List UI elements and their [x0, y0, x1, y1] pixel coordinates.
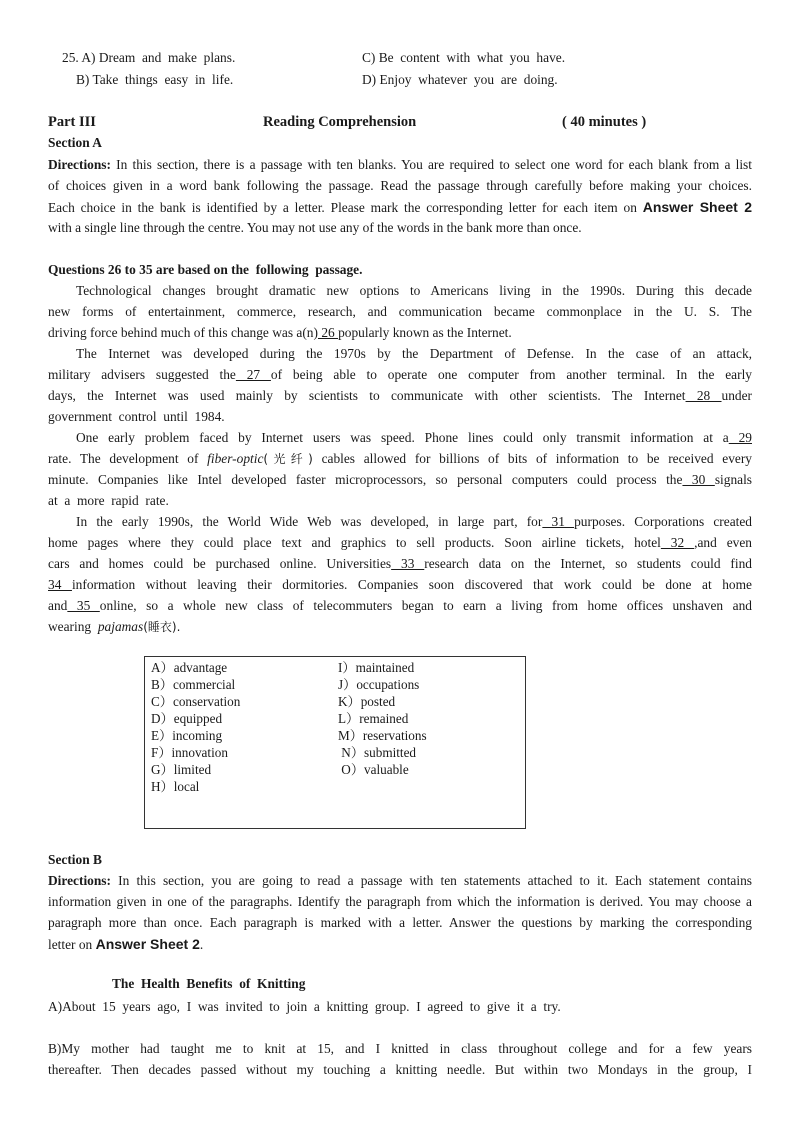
- word-bank-option: J）occupations: [338, 677, 420, 692]
- section-b-directions-2: information given in one of the paragraphs. Identify the paragraph from which the information is derived. You may choose a: [48, 894, 752, 909]
- answer-sheet-label: Answer Sheet 2: [642, 199, 752, 215]
- passage-line: days, the Internet was used mainly by scientists to communicate with other scientists. The Internet 28 under: [48, 388, 753, 403]
- section-a-heading: Section A: [48, 135, 102, 150]
- passage-line: The Internet was developed during the 1970s by the Department of Defense. In the case of an attack,: [76, 346, 752, 361]
- blank-34: 34: [48, 577, 72, 592]
- word-bank-option: E）incoming: [151, 728, 223, 743]
- article-paragraph-a: A)About 15 years ago, I was invited to join a knitting group. I agreed to give it a try.: [48, 999, 561, 1014]
- passage-line: Technological changes brought dramatic new options to Americans living in the 1990s. During this decade: [76, 283, 752, 298]
- blank-33: 33: [391, 556, 425, 571]
- q25-option-c: C) Be content with what you have.: [362, 50, 566, 65]
- passage-line: at a more rapid rate.: [48, 493, 169, 508]
- directions-label: Directions:: [48, 873, 111, 888]
- blank-31: 31: [542, 514, 575, 529]
- directions-text: In this section, there is a passage with ten blanks. You are required to select one word for each blank from a list: [110, 157, 752, 172]
- word-bank-option: A）advantage: [151, 660, 228, 675]
- section-b-directions-4: letter on Answer Sheet 2.: [48, 936, 204, 952]
- part-label: Part III: [48, 114, 96, 130]
- word-bank-option: M）reservations: [338, 728, 427, 743]
- word-bank-option: K）posted: [338, 694, 396, 709]
- passage-line: One early problem faced by Internet users was speed. Phone lines could only transmit information at a 29: [76, 430, 752, 445]
- word-bank-option: G）limited: [151, 762, 212, 777]
- word-bank-option: B）commercial: [151, 677, 236, 692]
- part-title: Reading Comprehension: [263, 114, 417, 130]
- q25-option-d: D) Enjoy whatever you are doing.: [362, 72, 558, 87]
- passage-line: In the early 1990s, the World Wide Web was developed, in large part, for 31 purposes. Corporations created: [76, 514, 752, 529]
- blank-30: 30: [682, 472, 715, 487]
- blank-35: 35: [67, 598, 100, 613]
- passage-line: cars and homes could be purchased online. Universities 33 research data on the Internet, so students could find: [48, 556, 752, 571]
- directions-text: In this section, you are going to read a passage with ten statements attached to it. Each statement contains: [110, 873, 752, 888]
- word-bank-option: F）innovation: [151, 745, 228, 760]
- section-a-directions-1: [48, 155, 752, 175]
- article-paragraph-b-line: B)My mother had taught me to knit at 15, and I knitted in class throughout college and for a few years: [48, 1041, 752, 1056]
- passage-line: driving force behind much of this change was a(n) 26 popularly known as the Internet.: [48, 325, 512, 340]
- word-bank-option: N）submitted: [338, 745, 417, 760]
- article-title: The Health Benefits of Knitting: [112, 976, 306, 991]
- passage-line: minute. Companies like Intel developed faster microprocessors, so personal computers could process the 30 signals: [48, 472, 753, 487]
- q25-option-a: 25. A) Dream and make plans.: [62, 50, 236, 65]
- part-time: ( 40 minutes ): [562, 114, 647, 130]
- section-a-directions-2: of choices given in a word bank following the passage. Read the passage through carefully before making your choices.: [48, 178, 752, 193]
- passage-line: rate. The development of fiber-optic(光纤) cables allowed for billions of bits of information to be received every: [48, 451, 752, 466]
- word-bank-option: C）conservation: [151, 694, 241, 709]
- article-paragraph-b-line: thereafter. Then decades passed without my touching a knitting needle. But within two Mondays in the group, I: [48, 1062, 752, 1077]
- blank-27: 27: [235, 367, 271, 382]
- passage-line: and 35 online, so a whole new class of telecommuters began to earn a living from home offices unshaven and: [48, 598, 752, 613]
- passage-line: wearing pajamas(睡衣).: [48, 619, 181, 634]
- word-bank-option: H）local: [151, 779, 200, 794]
- q25-option-b: B) Take things easy in life.: [76, 72, 234, 87]
- blank-26: 26: [317, 325, 339, 340]
- section-a-directions-4: with a single line through the centre. You may not use any of the words in the bank more than once.: [48, 220, 582, 235]
- section-b-directions-1: [48, 871, 752, 891]
- section-b-heading: Section B: [48, 852, 102, 867]
- word-bank: [144, 656, 526, 829]
- blank-29: 29: [728, 430, 752, 445]
- word-bank-option: L）remained: [338, 711, 409, 726]
- questions-heading: Questions 26 to 35 are based on the following passage.: [48, 262, 363, 277]
- directions-label: Directions:: [48, 157, 111, 172]
- blank-28: 28: [685, 388, 722, 403]
- word-bank-option: D）equipped: [151, 711, 223, 726]
- directions-text: Each choice in the bank is identified by a letter. Please mark the corresponding letter for each item on: [48, 200, 643, 215]
- blank-32: 32: [660, 535, 695, 550]
- passage-line: military advisers suggested the 27 of being able to operate one computer from another terminal. In the early: [48, 367, 752, 382]
- passage-line: home pages where they could place text and graphics to sell products. Soon airline tickets, hotel 32 ,and even: [48, 535, 752, 550]
- word-bank-option: I）maintained: [338, 660, 415, 675]
- section-a-directions-3: [48, 197, 752, 218]
- answer-sheet-label: Answer Sheet 2: [95, 936, 200, 952]
- passage-line: new forms of entertainment, commerce, research, and communication became commonplace in the U. S. The: [48, 304, 752, 319]
- passage-line: government control until 1984.: [48, 409, 225, 424]
- section-b-directions-3: paragraph more than once. Each paragraph is marked with a letter. Answer the questions by marking the corresponding: [48, 915, 752, 930]
- passage-line: 34 information without leaving their dormitories. Companies soon discovered that work could be done at home: [48, 577, 752, 592]
- word-bank-option: O）valuable: [338, 762, 409, 777]
